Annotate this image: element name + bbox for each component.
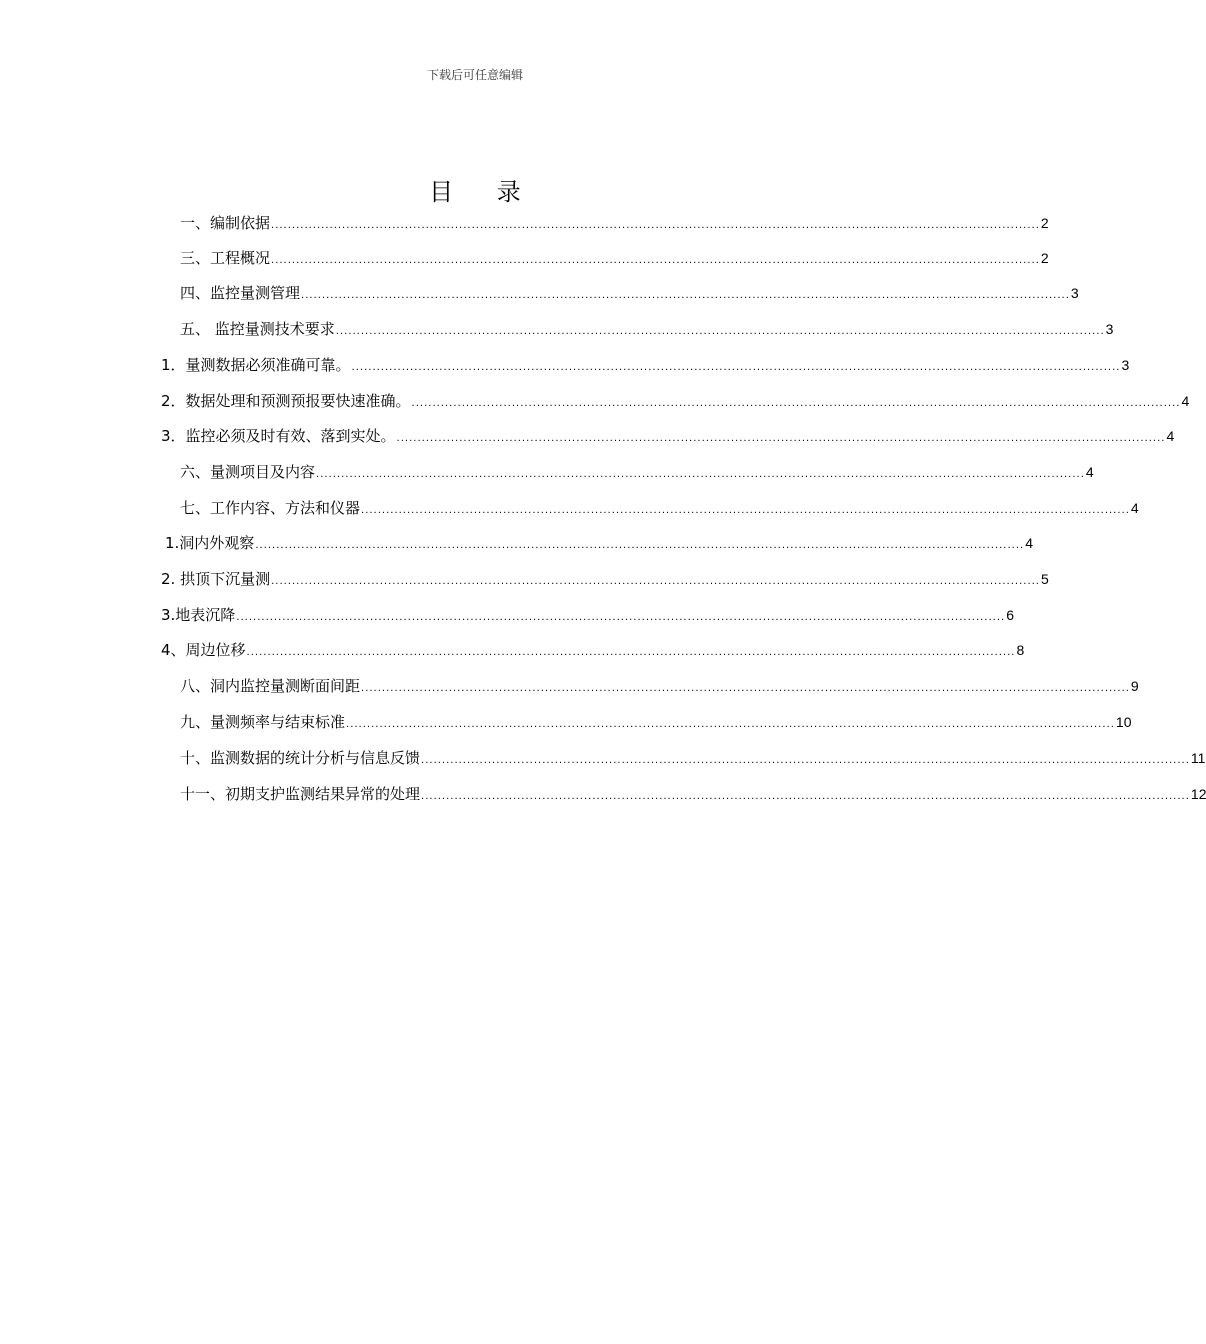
toc-dot-leader: ........................................................................................................................................................................................	[421, 755, 1190, 766]
toc-entry-page: 2	[1040, 215, 1049, 231]
toc-entry-page: 4	[1025, 535, 1033, 551]
toc-entry-label: 三、工程概况	[180, 249, 271, 267]
toc-dot-leader: ........................................................................................................................................................................................	[346, 719, 1115, 730]
toc-dot-leader: ........................................................................................................................................................................................	[411, 398, 1181, 409]
toc-entry[interactable]	[161, 354, 1130, 376]
toc-entry-label: 七、工作内容、方法和仪器	[180, 499, 361, 517]
toc-dot-leader: ........................................................................................................................................................................................	[361, 505, 1130, 516]
toc-entry-page: 10	[1115, 714, 1132, 730]
toc-entry-page: 4	[1166, 428, 1175, 444]
toc-entry-label: 一、编制依据	[180, 214, 271, 232]
toc-entry-page: 4	[1085, 464, 1094, 480]
toc-dot-leader: ........................................................................................................................................................................................	[271, 576, 1040, 587]
toc-entry[interactable]	[180, 675, 1139, 697]
toc-dot-leader: ........................................................................................................................................................................................	[301, 290, 1070, 301]
toc-entry[interactable]	[161, 425, 1175, 447]
toc-entry[interactable]	[180, 247, 1049, 269]
toc-dot-leader: ........................................................................................................................................................................................	[255, 540, 1025, 551]
toc-entry-label: 4、周边位移	[161, 641, 246, 659]
toc-dot-leader: ........................................................................................................................................................................................	[316, 469, 1085, 480]
toc-entry[interactable]	[180, 212, 1049, 234]
toc-entry[interactable]	[180, 783, 1206, 805]
toc-entry-page: 3	[1105, 321, 1114, 337]
toc-entry-label: 2．数据处理和预测预报要快速准确。	[161, 392, 411, 410]
toc-entry-page: 11	[1190, 750, 1206, 766]
toc-entry-page: 4	[1181, 393, 1190, 409]
toc-entry-page: 2	[1040, 250, 1049, 266]
toc-entry[interactable]	[180, 318, 1114, 340]
toc-dot-leader: ........................................................................................................................................................................................	[271, 255, 1040, 266]
toc-dot-leader: ........................................................................................................................................................................................	[421, 791, 1190, 802]
toc-entry-label: 十一、初期支护监测结果异常的处理	[180, 785, 421, 803]
toc-entry-page: 3	[1121, 357, 1130, 373]
toc-entry-page: 4	[1130, 500, 1139, 516]
toc-entry-label: 2. 拱顶下沉量测	[161, 570, 271, 588]
toc-entry-label: 1.洞内外观察	[165, 534, 255, 552]
toc-entry-label: 四、监控量测管理	[180, 284, 301, 302]
toc-entry-label: 八、洞内监控量测断面间距	[180, 677, 361, 695]
toc-dot-leader: ........................................................................................................................................................................................	[396, 433, 1166, 444]
toc-dot-leader: ........................................................................................................................................................................................	[236, 612, 1006, 623]
toc-entry[interactable]	[180, 497, 1139, 519]
toc-entry[interactable]	[180, 282, 1079, 304]
toc-entry-label: 九、量测频率与结束标准	[180, 713, 346, 731]
toc-entry[interactable]	[180, 461, 1094, 483]
toc-entry-label: 3.地表沉降	[161, 606, 236, 624]
toc-entry-page: 3	[1070, 285, 1079, 301]
toc-title: 目 录	[429, 178, 539, 206]
toc-dot-leader: ........................................................................................................................................................................................	[271, 220, 1040, 231]
toc-entry-label: 五、 监控量测技术要求	[180, 320, 335, 338]
toc-entry[interactable]	[161, 604, 1014, 626]
toc-entry[interactable]	[161, 390, 1190, 412]
toc-entry-page: 6	[1006, 607, 1014, 623]
toc-entry-page: 5	[1040, 571, 1049, 587]
toc-entry[interactable]	[180, 711, 1132, 733]
toc-entry-page: 8	[1016, 642, 1025, 658]
toc-entry-label: 1．量测数据必须准确可靠。	[161, 356, 351, 374]
toc-entry-label: 3．监控必须及时有效、落到实处。	[161, 427, 396, 445]
toc-entry-label: 六、量测项目及内容	[180, 463, 316, 481]
toc-entry[interactable]	[161, 568, 1049, 590]
toc-entry-label: 十、监测数据的统计分析与信息反馈	[180, 749, 421, 767]
toc-entry[interactable]	[161, 639, 1025, 661]
toc-entry[interactable]	[180, 747, 1206, 769]
toc-entry[interactable]	[165, 532, 1033, 554]
toc-entry-page: 12	[1190, 786, 1206, 802]
page-header-note: 下载后可任意编辑	[426, 68, 523, 82]
toc-entry-page: 9	[1130, 678, 1139, 694]
toc-dot-leader: ........................................................................................................................................................................................	[246, 647, 1016, 658]
toc-dot-leader: ........................................................................................................................................................................................	[351, 362, 1121, 373]
toc-dot-leader: ........................................................................................................................................................................................	[361, 683, 1130, 694]
toc-dot-leader: ........................................................................................................................................................................................	[335, 326, 1105, 337]
